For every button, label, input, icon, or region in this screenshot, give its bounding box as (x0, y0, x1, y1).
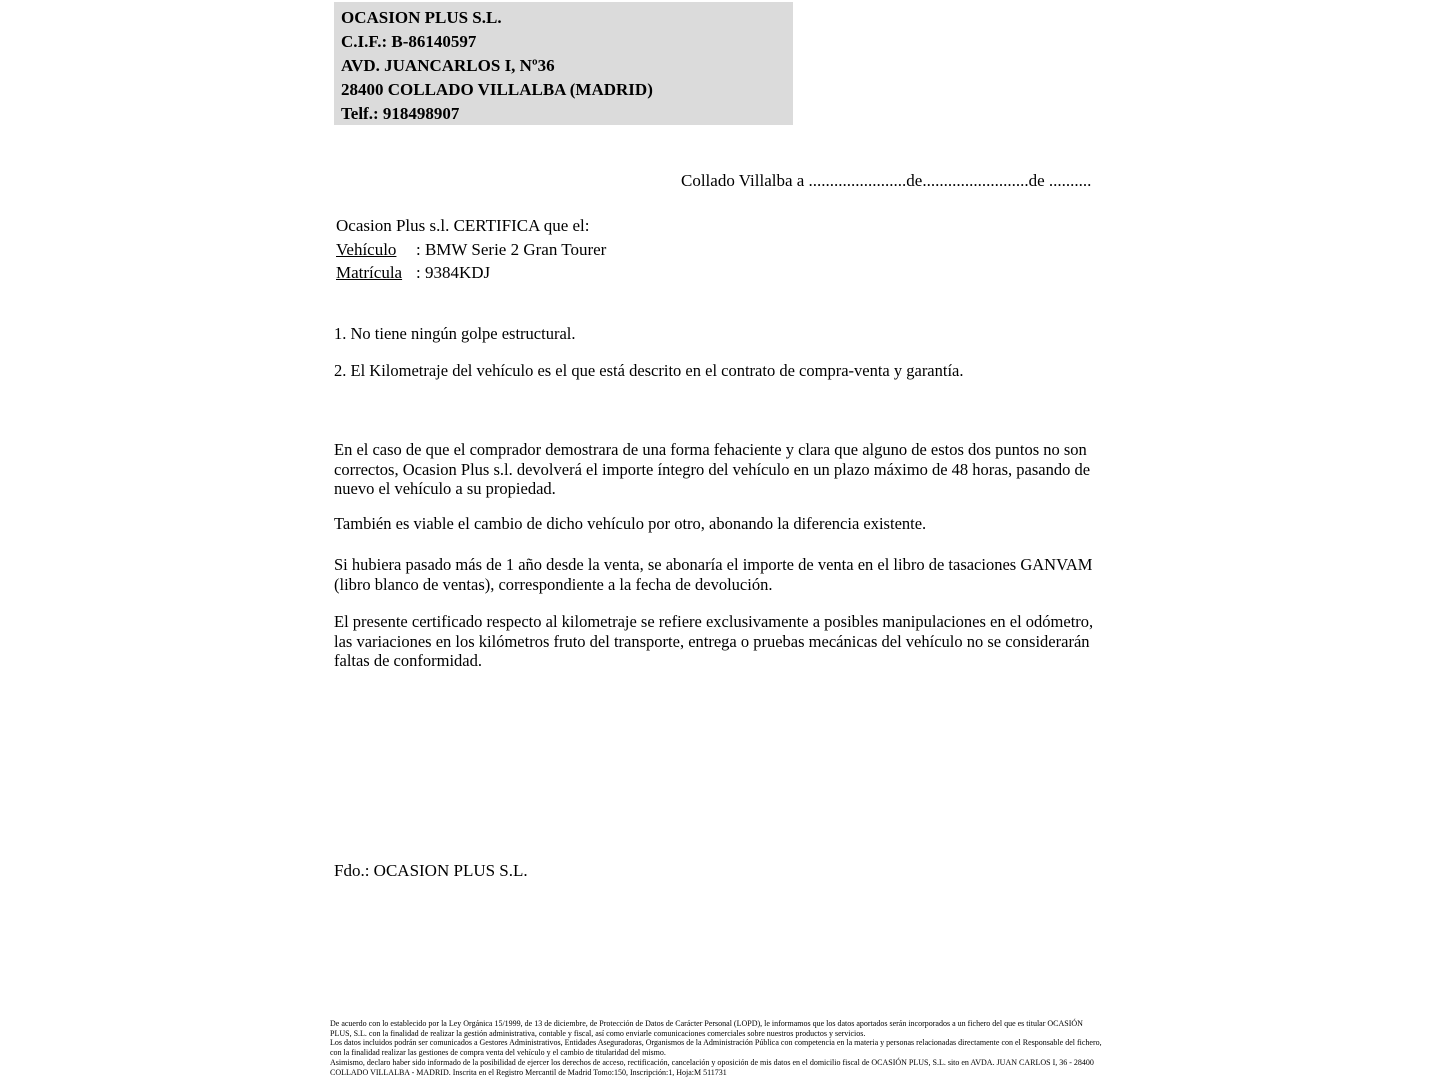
point-1: 1. No tiene ningún golpe estructural. (334, 324, 576, 343)
plate-value: : 9384KDJ (416, 263, 491, 282)
vehicle-label: Vehículo (336, 239, 397, 259)
legal-footer-paragraph-1: De acuerdo con lo establecido por la Ley Orgánica 15/1999, de 13 de diciembre, de Protección de Datos de Carácter Personal (LOPD), le informamos que los datos aportados serán incorporados a un fichero del que es titular OCASIÓN PLUS, S.L. con la finalidad de realizar la gestión administrativa, contable y fiscal, así como enviarle comunicaciones comerciales sobre nuestros productos y servicios. (330, 1019, 1083, 1038)
paragraph-odometer: El presente certificado respecto al kilometraje se refiere exclusivamente a posibles manipulaciones en el odómetro, las variaciones en los kilómetros fruto del transporte, entrega o pruebas mecánicas del vehículo no se considerarán faltas de conformidad. (334, 612, 1094, 671)
point-2: 2. El Kilometraje del vehículo es el que está descrito en el contrato de compra-venta y garantía. (334, 361, 964, 380)
vehicle-label-wrap (336, 238, 416, 262)
plate-row (336, 261, 606, 285)
legal-footer-paragraph-3: Asimismo, declaro haber sido informado de la posibilidad de ejercer los derechos de acceso, rectificación, cancelación y oposición de mis datos en el domicilio fiscal de OCASIÓN PLUS, S.L. sito en AVDA. JUAN CARLOS I, 36 - 28400 COLLADO VILLALBA - MADRID. Inscrita en el Registro Mercantil de Madrid Tomo:150, Inscripción:1, Hoja:M 511731 (330, 1057, 1094, 1077)
paragraph-refund: En el caso de que el comprador demostrara de una forma fehaciente y clara que alguno de estos dos puntos no son correctos, Ocasion Plus s.l. devolverá el importe íntegro del vehículo en un plazo máximo de 48 horas, pasando de nuevo el vehículo a su propiedad. (334, 440, 1091, 499)
date-line: Collado Villalba a .......................de.........................de .......... (681, 171, 1092, 190)
company-name: OCASION PLUS S.L. (341, 8, 502, 27)
company-header-box (334, 2, 793, 125)
plate-label: Matrícula (336, 263, 403, 282)
certification-intro: Ocasion Plus s.l. CERTIFICA que el: (336, 216, 590, 235)
legal-footer-paragraph-2: Los datos incluidos podrán ser comunicados a Gestores Administrativos, Entidades Aseguradoras, Organismos de la Administración Pública con competencia en la materia y personas relacionadas directamente con el Responsable del fichero, con la finalidad realizar las gestiones de compra venta del vehículo y el cambio de titularidad del mismo. (330, 1038, 1102, 1058)
certification-block (336, 214, 606, 285)
paragraph-exchange: También es viable el cambio de dicho vehículo por otro, abonando la diferencia existente. (334, 514, 927, 533)
company-city: 28400 COLLADO VILLALBA (MADRID) (341, 80, 653, 99)
vehicle-value: : BMW Serie 2 Gran Tourer (416, 239, 607, 259)
vehicle-row (336, 238, 606, 262)
company-address: AVD. JUANCARLOS I, Nº36 (341, 56, 555, 75)
legal-footer (330, 1019, 1105, 1077)
company-phone: Telf.: 918498907 (341, 104, 460, 123)
signature-line: Fdo.: OCASION PLUS S.L. (334, 861, 528, 880)
plate-label-wrap (336, 261, 416, 285)
paragraph-ganvam: Si hubiera pasado más de 1 año desde la venta, se abonaría el importe de venta en el libro de tasaciones GANVAM (libro blanco de ventas), correspondiente a la fecha de devolución. (334, 555, 1093, 594)
company-cif: C.I.F.: B-86140597 (341, 32, 477, 51)
